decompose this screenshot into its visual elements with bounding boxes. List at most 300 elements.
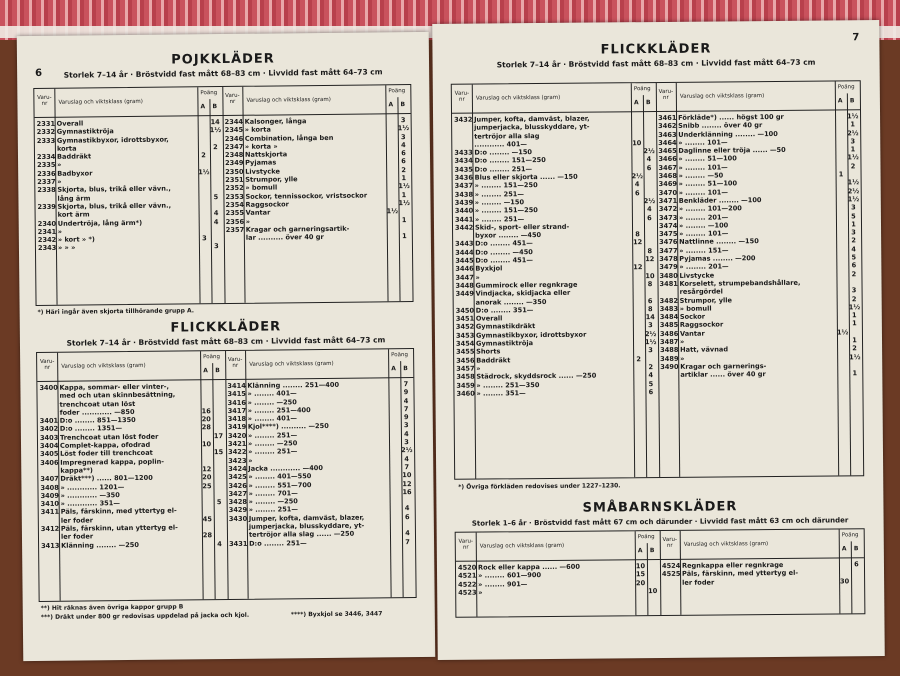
points-a: 12 [633, 263, 643, 272]
item-description: » ........ 251—350 [476, 380, 540, 390]
item-description: Shorts [476, 347, 501, 356]
points-b: 1½ [644, 338, 657, 347]
item-description: » ........ 151—250 [474, 181, 538, 190]
item-number: 3486 [659, 329, 679, 338]
item-description: Pyjamas [245, 158, 277, 168]
item-number: 3447 [455, 273, 474, 282]
table-row [658, 369, 862, 379]
header-poang: Poäng [388, 88, 406, 95]
points-b: 1½ [847, 153, 859, 162]
item-description: D:o ........ —450 [475, 247, 533, 257]
item-description: » ........ 201— [679, 262, 729, 272]
points-a: 1½ [836, 328, 849, 337]
item-number: 3459 [456, 381, 475, 390]
table-column [660, 529, 865, 615]
item-number: 4521 [458, 571, 477, 581]
points-b: 1½ [847, 195, 860, 204]
item-description: » bomull [679, 304, 712, 313]
item-description: Regnkappa eller regnkrage [681, 560, 784, 570]
header-varu-nr: Varu-nr [227, 356, 243, 369]
points-a: 4 [634, 180, 640, 189]
item-description: Underklänning ........ —100 [678, 129, 778, 139]
points-b: 2 [401, 165, 406, 174]
item-description: D:o ........ 251— [249, 538, 307, 548]
item-number: 3454 [455, 339, 475, 348]
points-a: 30 [839, 576, 850, 586]
header-varuslag: Varuslag och viktsklass (gram) [479, 542, 565, 550]
item-number: 3480 [659, 271, 678, 280]
item-description: D:o ........ 1351— [59, 424, 123, 434]
points-b: 2½ [401, 446, 413, 455]
item-description: Rock eller kappa ...... —600 [477, 562, 580, 572]
points-b: 1 [850, 120, 855, 129]
points-b: 2 [851, 294, 857, 303]
table-header [656, 81, 860, 112]
table-header [456, 531, 660, 562]
points-b: 8 [647, 304, 653, 313]
item-description: Pyjamas ........ —200 [679, 254, 756, 263]
item-description: Baddräkt [476, 355, 511, 365]
item-description: med och utan skinnbesättning, [59, 390, 176, 401]
item-description: Impregnerad kappa, poplin- [60, 457, 165, 467]
points-b: 7 [403, 380, 409, 389]
item-description: Kragar och garnerings- [680, 361, 767, 371]
item-number: 3470 [658, 188, 678, 197]
item-description: » korta [244, 125, 271, 135]
points-b: 3 [851, 203, 856, 212]
header-b: B [645, 99, 651, 107]
item-number: 2355 [225, 209, 245, 218]
header-b: B [853, 545, 859, 553]
item-number: 3416 [227, 398, 246, 407]
item-number: 2347 [224, 142, 244, 151]
right-page [432, 20, 885, 660]
points-b: 6 [854, 560, 859, 569]
item-description: Skjorta, blus, trikå eller vävn., [57, 201, 172, 211]
header-varu-nr: Varu-nr [37, 94, 52, 107]
item-description: kappa**) [60, 466, 93, 475]
table-column [456, 531, 661, 617]
item-description: Byxkjol [475, 264, 503, 273]
item-number: 2349 [225, 159, 244, 168]
points-b: 2 [850, 162, 856, 171]
header-varu-nr: Varu-nr [458, 538, 473, 551]
item-number: 3457 [456, 364, 475, 373]
item-description: Gymnastikbyxor, idrottsbyxor, [56, 135, 169, 145]
item-number: 3487 [659, 337, 679, 347]
item-number: 3401 [39, 416, 59, 426]
item-number: 3427 [228, 489, 247, 498]
item-number: 2357 [225, 225, 245, 234]
header-poang: Poäng [637, 534, 655, 541]
points-b: 6 [646, 163, 652, 172]
points-b: 2½ [847, 186, 860, 196]
item-number: 3465 [658, 147, 677, 156]
item-description: » ........ —250 [247, 397, 297, 407]
item-description: ............ 401— [474, 140, 528, 149]
header-varu-nr: Varu-nr [225, 92, 240, 105]
item-description: Förkläde*) ...... högst 100 gr [678, 112, 784, 122]
table-row [36, 242, 224, 252]
points-a: 15 [635, 570, 646, 579]
points-b: 2 [851, 236, 856, 245]
points-a: 12 [202, 465, 212, 474]
points-b: 3 [850, 137, 856, 146]
item-description: Skid-, sport- eller strand- [474, 222, 570, 232]
item-number: 3489 [660, 354, 679, 363]
points-b: 4 [404, 504, 410, 513]
table-header [225, 349, 413, 380]
item-description: » [248, 456, 253, 465]
item-description: byxor ........ —450 [475, 231, 542, 240]
item-number: 3484 [659, 312, 679, 322]
table-header [34, 87, 222, 118]
points-b: 12 [402, 479, 412, 488]
item-description: Sockor [679, 312, 706, 321]
points-b: 5 [648, 379, 654, 388]
item-number: 2339 [37, 202, 56, 211]
item-description: artiklar ...... över 40 gr [680, 370, 766, 380]
footnote: *) Häri ingår även skjorta tillhörande grupp A. [37, 307, 195, 316]
item-description: » ........ 201— [678, 212, 729, 222]
item-number: 2337 [37, 177, 56, 187]
header-b: B [212, 103, 218, 111]
item-number: 3453 [455, 331, 475, 340]
item-number: 3441 [454, 215, 474, 224]
item-number: 3422 [228, 448, 247, 457]
header-b: B [215, 367, 220, 375]
item-number: 3434 [454, 157, 473, 166]
table-column [225, 349, 416, 599]
item-number: 3404 [39, 441, 59, 451]
item-number: 2343 [37, 244, 57, 253]
item-number: 3444 [455, 248, 474, 257]
points-b: 3 [404, 438, 409, 447]
item-number: 3482 [659, 296, 679, 305]
item-number: 2342 [37, 235, 57, 245]
item-description: » ........ 701— [248, 489, 298, 498]
table-row [456, 587, 660, 597]
header-b: B [400, 101, 406, 109]
points-b: 3 [403, 421, 409, 430]
item-number: 3429 [228, 506, 248, 515]
item-description: Livstycke [245, 167, 280, 176]
header-poang: Poäng [633, 86, 651, 93]
item-number: 3407 [40, 475, 59, 484]
table-row [454, 388, 658, 398]
footnote: ***) Dräkt under 800 gr redovisas uppdelad på jacka och kjol. [40, 611, 250, 621]
smabarn-table [455, 528, 866, 618]
points-b: 2½ [643, 196, 656, 206]
header-varuslag: Varuslag och viktsklass (gram) [58, 98, 143, 106]
points-b: 10 [648, 586, 658, 595]
header-b: B [649, 547, 655, 555]
points-a: 1½ [198, 167, 210, 177]
section-title: POJKKLÄDER [171, 51, 275, 68]
header-varuslag: Varuslag och viktsklass (gram) [246, 96, 331, 104]
item-description: » [476, 364, 481, 373]
item-description: » ........ 151— [679, 246, 729, 255]
item-number: 3430 [228, 514, 248, 523]
item-number: 3475 [659, 229, 678, 239]
table-row [39, 540, 227, 550]
points-b: 4 [405, 529, 410, 538]
item-description: D:o ........ 451— [475, 256, 533, 265]
points-b: 4 [213, 217, 219, 226]
item-description: jumperjacka, blusskyddare, yt- [474, 122, 590, 132]
section-subtitle: Storlek 7–14 år · Bröstvidd fast mått 68–83 cm · Livvidd fast mått 64–73 cm [63, 67, 383, 80]
points-b: 12 [645, 255, 655, 264]
item-description: lång ärm [57, 194, 91, 203]
header-a: A [633, 99, 639, 107]
item-description: Gymnastikdräkt [475, 322, 536, 332]
item-number: 3400 [39, 383, 58, 392]
points-a: 10 [632, 139, 642, 148]
item-number: 3455 [456, 347, 475, 357]
item-description: » ........ 401—550 [248, 472, 312, 482]
points-b: 6 [404, 512, 410, 521]
points-b: 2 [851, 269, 857, 278]
points-b: 1½ [849, 352, 861, 361]
item-number: 3440 [454, 206, 474, 216]
points-b: 1 [401, 190, 407, 199]
item-description: Undertröja, lång ärm*) [57, 218, 143, 228]
item-description: Strumpor, ylle [245, 175, 298, 184]
item-description: » ........ —100 [678, 221, 729, 230]
points-b: 6 [401, 149, 406, 158]
points-b: 1 [850, 145, 856, 154]
item-number: 3456 [456, 356, 475, 365]
item-number: 3415 [227, 390, 246, 399]
table-header [37, 351, 225, 382]
item-description: » [57, 227, 63, 236]
item-number: 3406 [40, 458, 59, 467]
page-number: 6 [35, 67, 43, 79]
points-b: 3 [648, 321, 653, 330]
item-description: » [679, 337, 685, 346]
item-number: 3483 [659, 304, 679, 313]
item-number: 2348 [224, 150, 244, 160]
points-b: 2½ [644, 329, 657, 338]
points-b: 4 [647, 205, 652, 214]
item-description: Städrock, skyddsrock ...... —250 [476, 371, 597, 381]
item-number: 3420 [227, 431, 247, 440]
item-number: 2350 [225, 167, 244, 176]
table-column [37, 351, 228, 601]
item-description: » ........ 251—400 [247, 406, 311, 415]
points-b: 4 [404, 429, 409, 438]
points-b: 1 [401, 215, 407, 224]
table-column [452, 83, 659, 479]
item-description: Combination, långa ben [244, 133, 334, 143]
item-description: » ........ 101— [678, 138, 728, 147]
item-description: kort ärm [57, 210, 90, 220]
item-number: 3460 [456, 389, 475, 398]
item-description: ler foder [60, 516, 93, 525]
item-number: 2338 [37, 186, 56, 195]
item-description: Löst foder till trenchcoat [60, 449, 153, 459]
section-subtitle: Storlek 7–14 år · Bröstvidd fast mått 68–83 cm · Livvidd fast mått 64–73 cm [66, 335, 386, 348]
item-number: 4522 [458, 580, 477, 589]
header-varuslag: Varuslag och viktsklass (gram) [683, 541, 769, 548]
item-number: 3409 [40, 491, 59, 500]
item-description: Päls, färskinn, utan yttertyg el- [60, 523, 178, 533]
item-description: » ........ 251— [248, 447, 298, 457]
points-b: 2½ [643, 147, 655, 156]
item-description: » ........ 401— [247, 389, 297, 399]
item-description: » ........ 251— [474, 189, 525, 199]
points-b: 3 [851, 286, 857, 295]
points-b: 4 [646, 155, 652, 164]
points-b: 4 [217, 539, 222, 548]
item-description: Vindjacka, skidjacka eller [475, 289, 571, 298]
item-description: ler foder [60, 532, 94, 542]
item-description: Jacka ............ —400 [248, 463, 323, 473]
points-a: 45 [202, 514, 212, 524]
header-a: A [391, 365, 396, 373]
item-number: 2340 [37, 219, 57, 228]
points-b: 5 [851, 253, 857, 262]
section-title: FLICKKLÄDER [170, 319, 282, 336]
page-number: 7 [852, 32, 860, 44]
item-number: 3428 [228, 497, 248, 507]
item-description: » ........ 901— [478, 579, 528, 589]
item-number: 3458 [456, 372, 475, 381]
points-b: 3 [214, 242, 219, 251]
points-b: 1 [402, 232, 407, 241]
points-b: 14 [210, 118, 220, 127]
item-number: 2332 [36, 128, 56, 137]
item-description: tertröjor alla slag ...... —250 [248, 530, 355, 540]
header-poang: Poäng [837, 84, 855, 91]
header-a: A [200, 103, 206, 111]
points-a: 8 [635, 230, 640, 239]
item-description: Baddräkt [56, 152, 92, 161]
points-b: 7 [403, 404, 409, 414]
item-description: trenchcoat utan löst [59, 399, 136, 409]
item-number: 4520 [457, 563, 477, 572]
points-a: 10 [635, 562, 646, 571]
item-number: 3418 [227, 414, 247, 424]
item-description: Gymnastiktröja [56, 127, 114, 137]
section-subtitle: Storlek 7–14 år · Bröstvidd fast mått 68–83 cm · Livvidd fast mått 64–73 cm [496, 57, 816, 70]
item-description: Raggsockor [679, 320, 724, 330]
item-number: 3452 [455, 323, 475, 332]
section-subtitle: Storlek 1–6 år · Bröstvidd fast mått 67 cm och därunder · Livvidd fast mått 63 cm och därunder [471, 516, 849, 528]
item-description: Dräkt***) ...... 801—1200 [60, 474, 153, 484]
item-description: foder ............ —850 [59, 407, 135, 417]
points-b: 2 [213, 142, 218, 152]
item-number: 3442 [454, 223, 474, 232]
section-title: FLICKKLÄDER [600, 41, 712, 58]
item-number: 3421 [227, 439, 247, 449]
item-description: » ........ 101— [679, 229, 729, 238]
item-description: » [680, 354, 685, 363]
item-description: Raggsockor [245, 200, 289, 209]
flick-table [36, 348, 417, 602]
item-description: jumperjacka, blusskyddare, yt- [248, 521, 365, 531]
points-a: 20 [201, 415, 211, 424]
item-description: Daglinne eller tröja ...... —50 [678, 146, 786, 156]
table-row [224, 232, 412, 242]
item-description: » ........ 51—100 [678, 179, 738, 189]
item-number: 3451 [455, 314, 475, 323]
item-number: 3472 [658, 205, 678, 214]
item-number: 3412 [40, 524, 60, 533]
points-a: 1 [838, 170, 844, 179]
item-number: 3403 [39, 433, 59, 442]
item-number: 2354 [225, 200, 244, 209]
item-number: 3471 [658, 196, 678, 205]
item-description: D:o ........ 251— [474, 164, 533, 174]
points-b: 6 [647, 296, 653, 305]
table-row [660, 577, 864, 587]
item-description: » korta » [244, 142, 278, 151]
header-varu-nr: Varu-nr [658, 88, 674, 101]
points-b: 6 [851, 261, 857, 270]
pojk-table [33, 84, 413, 306]
points-b: 1½ [398, 199, 410, 208]
item-number: 3481 [659, 279, 678, 288]
item-description: Kalsonger, långa [244, 117, 307, 126]
item-description: Sockor, tennissockor, vristsockor [245, 191, 368, 201]
item-number: 3405 [40, 450, 59, 459]
item-description: » ........ 351— [476, 388, 526, 398]
item-number: 2345 [224, 126, 244, 135]
item-description: » ........ 101—200 [678, 204, 742, 214]
points-b: 4 [213, 209, 219, 218]
item-description: Complet-kappa, ofodrad [59, 440, 151, 450]
points-b: 2½ [847, 128, 859, 137]
item-number: 2353 [225, 192, 244, 201]
item-number: 3469 [658, 180, 678, 189]
item-number: 3443 [455, 240, 474, 249]
points-b: 4 [404, 454, 410, 463]
item-description: Snibb ........ över 40 gr [678, 121, 763, 131]
item-description: » ........ 551—700 [248, 480, 312, 490]
item-description: » ........ 251— [248, 505, 299, 515]
item-description: » » » [57, 244, 76, 253]
item-number: 3417 [227, 406, 247, 415]
header-varu-nr: Varu-nr [39, 358, 55, 371]
points-b: 10 [645, 271, 655, 280]
item-description: » [57, 177, 62, 186]
item-description: ler foder [682, 578, 715, 587]
points-b: 4 [403, 396, 409, 405]
item-number: 2356 [225, 217, 245, 226]
points-b: 1½ [848, 303, 861, 312]
item-description: Jumper, kofta, damväst, blazer, [474, 114, 590, 124]
table-header [222, 85, 410, 116]
points-b: 5 [216, 498, 222, 507]
item-number: 3423 [228, 456, 247, 465]
header-varuslag: Varuslag och viktsklass (gram) [679, 93, 765, 100]
points-a: 2 [201, 151, 206, 160]
points-b: 1½ [209, 126, 222, 135]
item-number: 3432 [454, 115, 473, 124]
points-b: 5 [213, 192, 219, 201]
points-a: 10 [201, 440, 212, 449]
item-description: » [475, 273, 480, 282]
item-description: Trenchcoat utan löst foder [59, 432, 159, 442]
points-a: 25 [202, 481, 212, 490]
item-number: 2334 [36, 152, 56, 162]
item-number: 3425 [228, 473, 247, 482]
item-description: » ........ 51—100 [678, 154, 737, 164]
item-description: » ........ 601—900 [478, 571, 542, 580]
points-b: 1 [851, 311, 857, 320]
item-number: 2331 [36, 119, 56, 128]
